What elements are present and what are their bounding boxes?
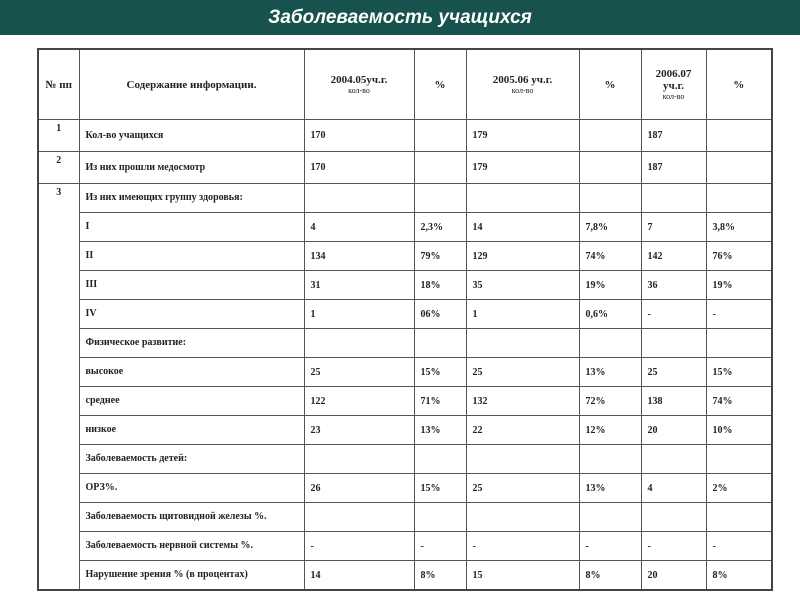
row-value: -: [706, 300, 772, 329]
row-value: 8%: [414, 561, 466, 591]
row-value: 31: [304, 271, 414, 300]
table-row: [38, 561, 772, 591]
row-value: 7,8%: [579, 213, 641, 242]
row-label: Кол-во учащихся: [79, 120, 304, 152]
row-number: 3: [38, 184, 79, 591]
row-value: [706, 184, 772, 213]
row-value: [579, 445, 641, 474]
row-value: 4: [304, 213, 414, 242]
row-value: 1: [466, 300, 579, 329]
row-label: II: [79, 242, 304, 271]
table-row: [38, 300, 772, 329]
row-value: [466, 329, 579, 358]
table-row: [38, 503, 772, 532]
row-value: [414, 503, 466, 532]
header-year-3: [641, 49, 706, 120]
row-value: 76%: [706, 242, 772, 271]
row-value: 74%: [706, 387, 772, 416]
row-value: 13%: [414, 416, 466, 445]
row-value: 187: [641, 120, 706, 152]
table-row: [38, 184, 772, 213]
row-value: 14: [466, 213, 579, 242]
row-value: 14: [304, 561, 414, 591]
row-value: [579, 503, 641, 532]
row-value: [466, 184, 579, 213]
table-row: [38, 271, 772, 300]
row-label: ОРЗ%.: [79, 474, 304, 503]
row-value: 4: [641, 474, 706, 503]
row-value: 36: [641, 271, 706, 300]
row-value: 79%: [414, 242, 466, 271]
row-value: [579, 184, 641, 213]
row-value: [579, 152, 641, 184]
row-value: [641, 445, 706, 474]
row-value: 25: [641, 358, 706, 387]
row-label: Физическое развитие:: [79, 329, 304, 358]
row-label: I: [79, 213, 304, 242]
row-value: 15%: [706, 358, 772, 387]
row-value: [466, 445, 579, 474]
row-value: 3,8%: [706, 213, 772, 242]
row-value: 2%: [706, 474, 772, 503]
row-value: 13%: [579, 474, 641, 503]
row-value: 19%: [579, 271, 641, 300]
row-value: [579, 120, 641, 152]
year-sublabel: кол-во: [662, 92, 685, 101]
header-year-2: [466, 49, 579, 120]
table-row: [38, 152, 772, 184]
row-value: 138: [641, 387, 706, 416]
table-row: [38, 213, 772, 242]
row-value: 20: [641, 416, 706, 445]
row-label: низкое: [79, 416, 304, 445]
header-year-1: [304, 49, 414, 120]
row-value: -: [706, 532, 772, 561]
row-value: 13%: [579, 358, 641, 387]
row-value: [414, 184, 466, 213]
header-percent-2: %: [579, 49, 641, 120]
row-value: 22: [466, 416, 579, 445]
row-value: [706, 152, 772, 184]
row-value: [414, 329, 466, 358]
table-row: [38, 532, 772, 561]
row-value: 06%: [414, 300, 466, 329]
row-value: 2,3%: [414, 213, 466, 242]
row-value: 20: [641, 561, 706, 591]
row-value: [706, 120, 772, 152]
row-value: [414, 120, 466, 152]
row-value: 132: [466, 387, 579, 416]
row-value: 179: [466, 152, 579, 184]
morbidity-table: [37, 48, 773, 591]
row-value: [579, 329, 641, 358]
table-row: [38, 120, 772, 152]
slide-title: Заболеваемость учащихся: [268, 6, 532, 28]
row-value: [706, 329, 772, 358]
row-number: 1: [38, 120, 79, 152]
row-value: 179: [466, 120, 579, 152]
row-value: [641, 503, 706, 532]
row-value: 26: [304, 474, 414, 503]
row-value: 187: [641, 152, 706, 184]
row-label: Заболеваемость детей:: [79, 445, 304, 474]
year-sublabel: кол-во: [348, 86, 370, 95]
table-header-row: [38, 49, 772, 120]
row-value: 15%: [414, 474, 466, 503]
row-label: высокое: [79, 358, 304, 387]
row-value: 142: [641, 242, 706, 271]
row-value: 15: [466, 561, 579, 591]
row-label: IV: [79, 300, 304, 329]
row-value: [706, 445, 772, 474]
row-label: III: [79, 271, 304, 300]
row-value: 8%: [579, 561, 641, 591]
row-value: -: [414, 532, 466, 561]
row-value: 23: [304, 416, 414, 445]
row-label: среднее: [79, 387, 304, 416]
table-row: [38, 445, 772, 474]
row-label: Заболеваемость щитовидной железы %.: [79, 503, 304, 532]
row-value: -: [641, 300, 706, 329]
row-value: 0,6%: [579, 300, 641, 329]
row-value: 134: [304, 242, 414, 271]
row-value: 35: [466, 271, 579, 300]
row-label: Из них прошли медосмотр: [79, 152, 304, 184]
row-value: 122: [304, 387, 414, 416]
row-label: Из них имеющих группу здоровья:: [79, 184, 304, 213]
year-label: 2005.06 уч.г.: [492, 74, 553, 86]
row-value: 19%: [706, 271, 772, 300]
header-num: № пп: [38, 49, 79, 120]
slide-title-bar: [0, 0, 800, 35]
row-number: 2: [38, 152, 79, 184]
row-value: 71%: [414, 387, 466, 416]
row-value: [466, 503, 579, 532]
row-value: -: [466, 532, 579, 561]
row-value: -: [641, 532, 706, 561]
row-value: 74%: [579, 242, 641, 271]
row-value: [304, 184, 414, 213]
row-label: Заболеваемость нервной системы %.: [79, 532, 304, 561]
row-value: [414, 445, 466, 474]
row-value: [414, 152, 466, 184]
row-value: [641, 329, 706, 358]
row-label: Нарушение зрения % (в процентах): [79, 561, 304, 591]
table-row: [38, 416, 772, 445]
header-content: Содержание информации.: [79, 49, 304, 120]
row-value: 170: [304, 152, 414, 184]
row-value: 12%: [579, 416, 641, 445]
table-row: [38, 358, 772, 387]
table-row: [38, 474, 772, 503]
row-value: -: [304, 532, 414, 561]
year-label: 2006.07 уч.г.: [655, 68, 692, 92]
header-percent-3: %: [706, 49, 772, 120]
row-value: 25: [466, 474, 579, 503]
row-value: [304, 445, 414, 474]
row-value: [304, 503, 414, 532]
row-value: 25: [466, 358, 579, 387]
row-value: -: [579, 532, 641, 561]
table-row: [38, 329, 772, 358]
row-value: [304, 329, 414, 358]
row-value: 72%: [579, 387, 641, 416]
table-row: [38, 387, 772, 416]
row-value: 8%: [706, 561, 772, 591]
year-sublabel: кол-во: [511, 86, 534, 95]
row-value: [706, 503, 772, 532]
row-value: 18%: [414, 271, 466, 300]
table-row: [38, 242, 772, 271]
row-value: 1: [304, 300, 414, 329]
row-value: 10%: [706, 416, 772, 445]
header-percent-1: %: [414, 49, 466, 120]
row-value: 7: [641, 213, 706, 242]
row-value: 170: [304, 120, 414, 152]
row-value: 129: [466, 242, 579, 271]
row-value: 25: [304, 358, 414, 387]
row-value: 15%: [414, 358, 466, 387]
year-label: 2004.05уч.г.: [330, 74, 388, 86]
row-value: [641, 184, 706, 213]
